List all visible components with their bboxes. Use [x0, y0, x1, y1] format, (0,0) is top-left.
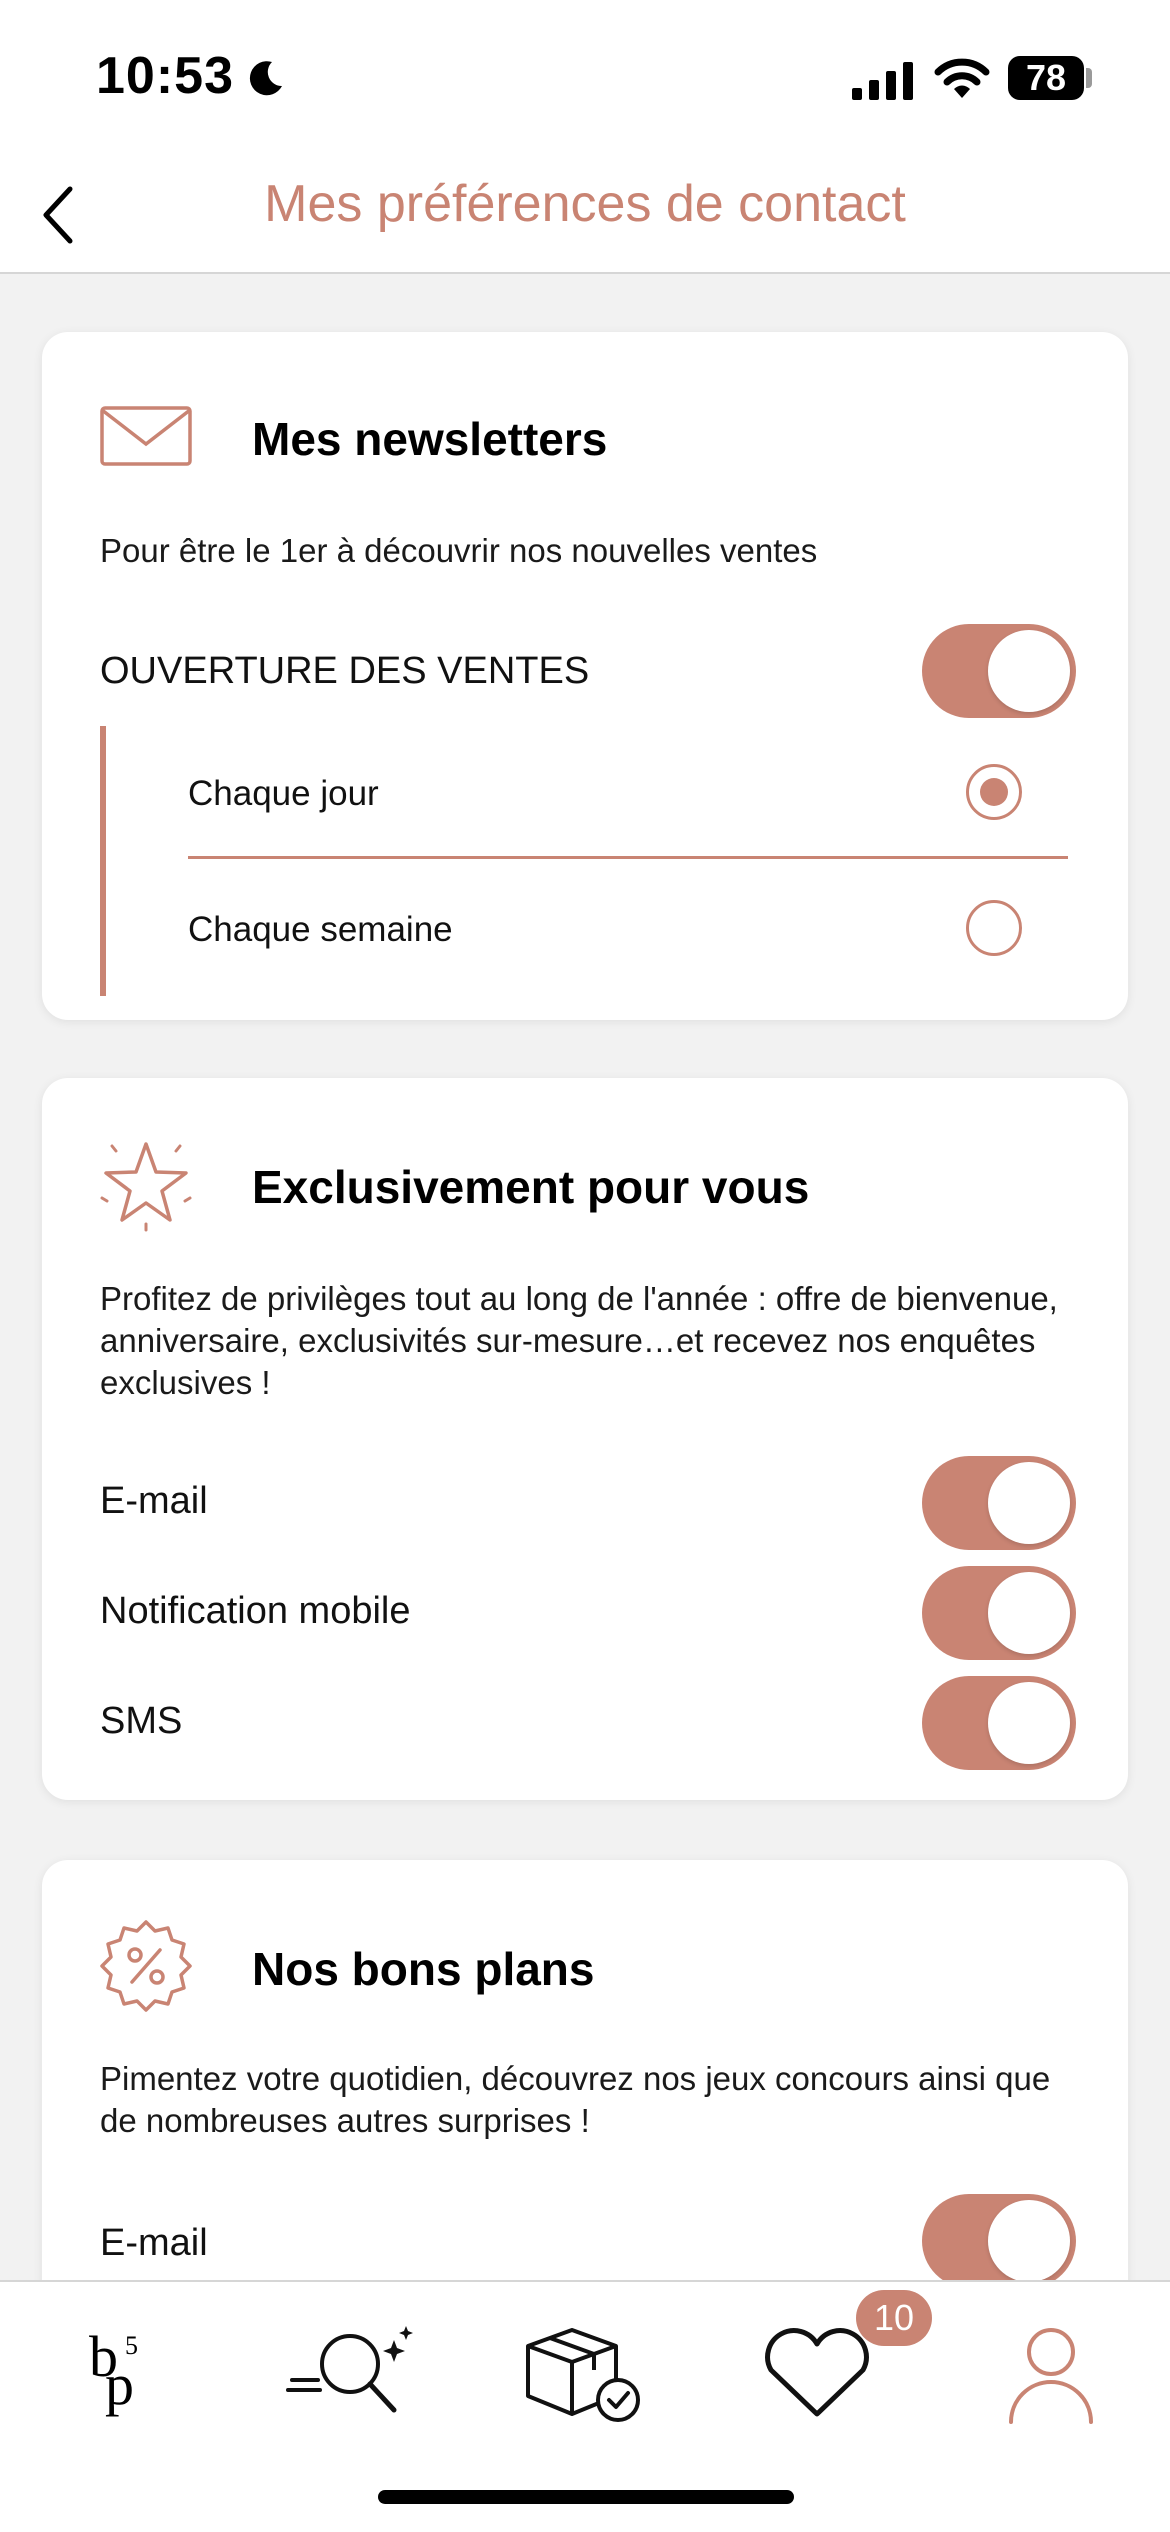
exclusive-notification-toggle[interactable]	[922, 1566, 1076, 1660]
battery-tip	[1086, 68, 1092, 88]
tab-orders[interactable]	[520, 2308, 650, 2438]
heart-icon	[757, 2318, 877, 2428]
tab-search[interactable]	[286, 2308, 416, 2438]
svg-text:p: p	[105, 2352, 134, 2417]
options-accent-bar	[100, 726, 106, 996]
svg-text:5: 5	[125, 2331, 138, 2360]
exclusive-email-toggle[interactable]	[922, 1456, 1076, 1550]
option-weekly-radio[interactable]	[966, 900, 1022, 956]
sales-opening-label: OUVERTURE DES VENTES	[100, 650, 590, 692]
battery-level: 78	[1008, 56, 1084, 100]
search-icon	[286, 2318, 416, 2428]
toggle-knob	[988, 1462, 1070, 1544]
toggle-knob	[988, 1682, 1070, 1764]
cellular-signal-icon	[852, 60, 916, 100]
option-daily-radio[interactable]	[966, 764, 1022, 820]
header	[0, 160, 1170, 274]
deals-title: Nos bons plans	[252, 1943, 595, 1995]
orders-icon	[520, 2318, 650, 2428]
option-daily-label: Chaque jour	[188, 774, 379, 813]
exclusive-sms-label: SMS	[100, 1700, 183, 1742]
discount-badge-icon	[98, 1918, 194, 2014]
tab-profile[interactable]	[986, 2308, 1116, 2438]
star-icon	[98, 1136, 194, 1232]
profile-icon	[1001, 2318, 1101, 2428]
exclusive-description: Profitez de privilèges tout au long de l'année : offre de bienvenue, anniversaire, exclusivités sur-mesure…et recevez nos enquêtes exclusives !	[100, 1280, 1058, 1401]
envelope-icon	[98, 388, 194, 484]
tab-home[interactable]	[58, 2308, 188, 2438]
option-weekly-label: Chaque semaine	[188, 910, 453, 949]
home-indicator[interactable]	[378, 2490, 794, 2504]
deals-description: Pimentez votre quotidien, découvrez nos jeux concours ainsi que de nombreuses autres surprises !	[100, 2060, 1051, 2139]
exclusive-email-label: E-mail	[100, 1480, 208, 1522]
toggle-knob	[988, 630, 1070, 712]
moon-icon	[246, 58, 286, 98]
radio-selected-dot	[980, 778, 1008, 806]
exclusive-title: Exclusivement pour vous	[252, 1161, 810, 1213]
toggle-knob	[988, 1572, 1070, 1654]
logo-icon	[83, 2318, 163, 2428]
favorites-count-badge: 10	[856, 2290, 932, 2346]
status-time: 10:53	[96, 47, 234, 105]
sales-opening-toggle[interactable]	[922, 624, 1076, 718]
svg-text:b: b	[89, 2324, 118, 2389]
newsletters-description: Pour être le 1er à découvrir nos nouvelles ventes	[100, 532, 818, 569]
exclusive-sms-toggle[interactable]	[922, 1676, 1076, 1770]
status-bar	[0, 0, 1170, 160]
option-divider	[188, 856, 1068, 859]
deals-email-toggle[interactable]	[922, 2194, 1076, 2288]
deals-email-label: E-mail	[100, 2222, 208, 2264]
exclusive-notification-label: Notification mobile	[100, 1590, 411, 1632]
toggle-knob	[988, 2200, 1070, 2282]
page-title: Mes préférences de contact	[264, 175, 906, 233]
newsletters-title: Mes newsletters	[252, 413, 608, 465]
wifi-icon	[934, 56, 990, 100]
